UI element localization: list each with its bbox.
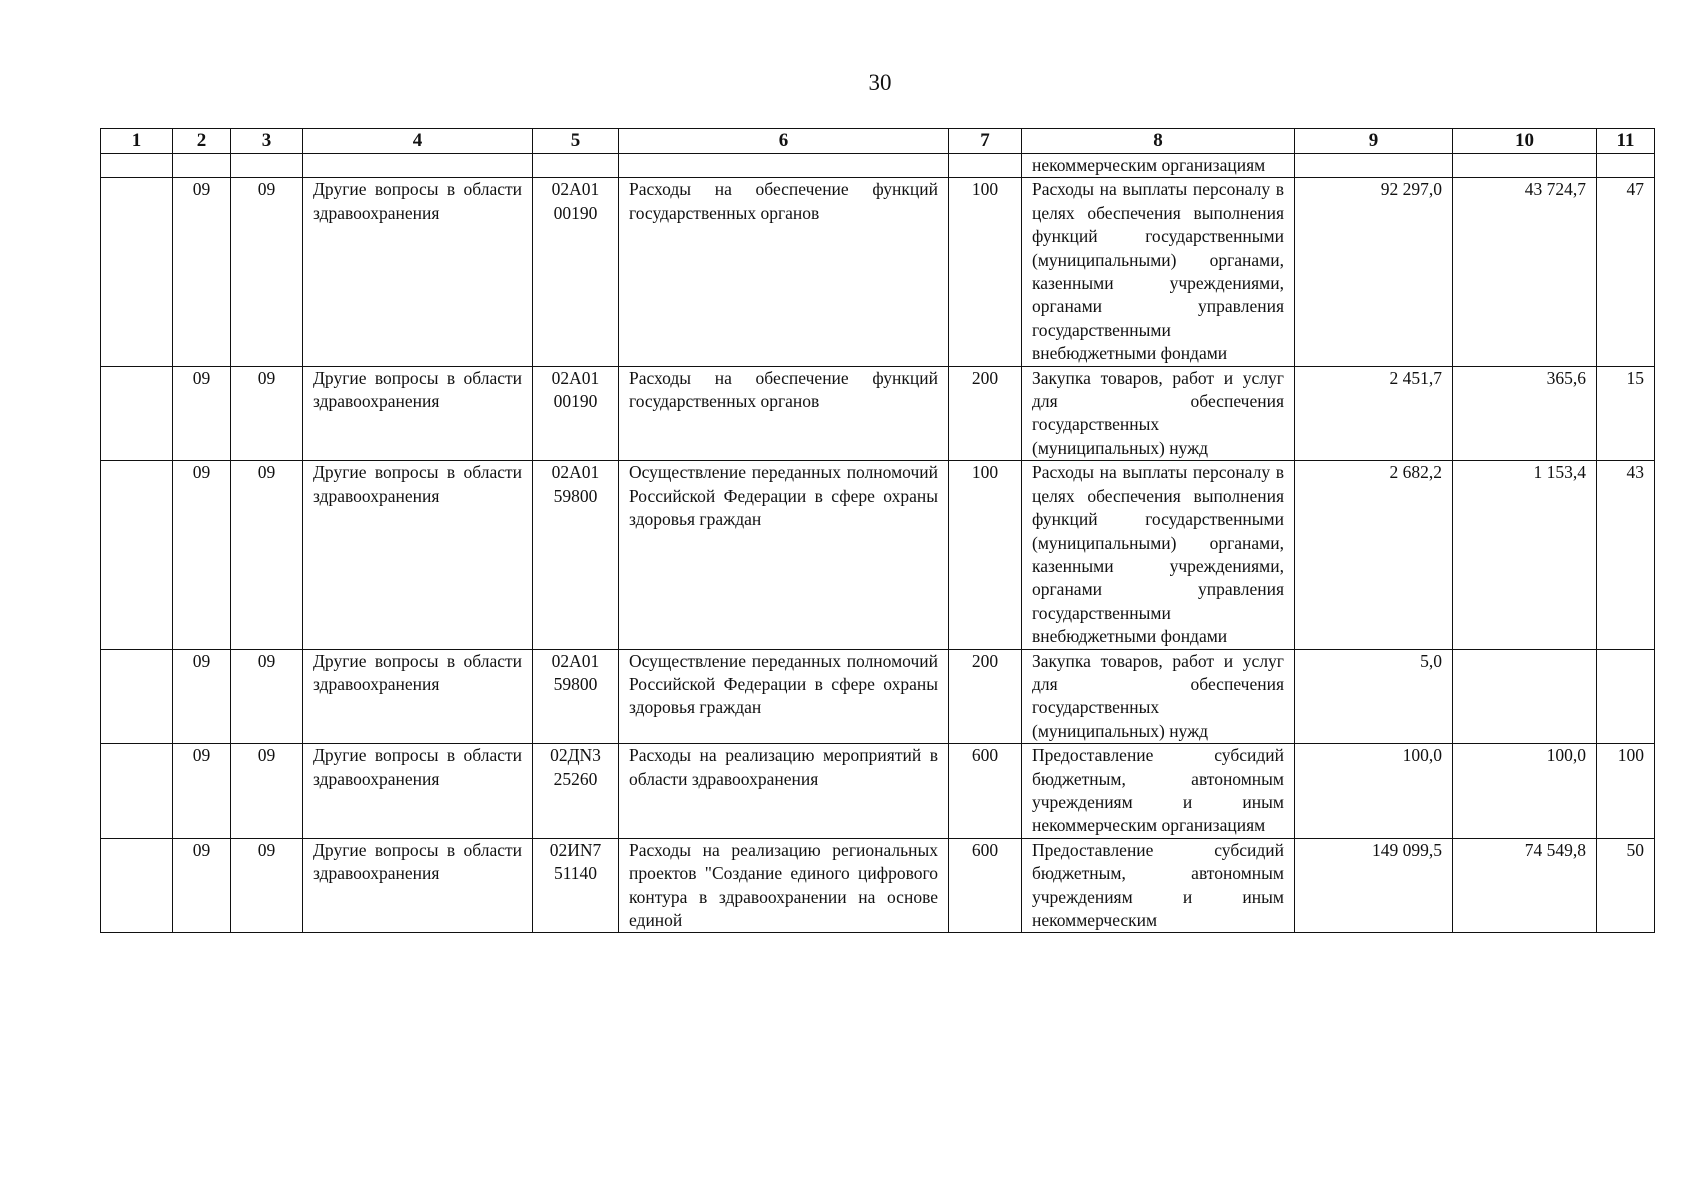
expense-type-code-cell: 100 <box>949 178 1022 366</box>
row-number-cell <box>101 366 173 461</box>
target-article-code-part: 25260 <box>553 768 598 789</box>
expense-type-cell: Расходы на выплаты персоналу в целях обеспечения выполнения функций государственными (муниципальными) органами, казенными учреждениями, органами управления государственными внебюджетными фондами <box>1022 461 1295 649</box>
table-row <box>101 178 1655 366</box>
target-article-code-part: 00190 <box>553 391 598 412</box>
target-article-cell <box>533 366 619 461</box>
target-article-code-part: 02ДN3 <box>550 745 601 766</box>
subsection-code-cell: 09 <box>231 178 303 366</box>
target-article-code-part: 02А01 <box>551 650 600 671</box>
target-article-code-part: 02А01 <box>551 367 600 388</box>
table-row <box>101 744 1655 839</box>
column-header: 1 <box>101 129 173 154</box>
expense-type-code-cell: 600 <box>949 744 1022 839</box>
executed-amount-cell: 365,6 <box>1453 366 1597 461</box>
column-header: 10 <box>1453 129 1597 154</box>
target-article-cell <box>533 461 619 649</box>
row-number-cell <box>101 838 173 933</box>
expense-type-code-cell: 100 <box>949 461 1022 649</box>
subsection-name-cell: Другие вопросы в области здравоохранения <box>303 366 533 461</box>
column-header: 9 <box>1295 129 1453 154</box>
execution-percent-cell <box>1597 649 1655 744</box>
target-article-code-part: 51140 <box>553 863 598 884</box>
expense-type-code-cell: 200 <box>949 649 1022 744</box>
subsection-name-cell: Другие вопросы в области здравоохранения <box>303 461 533 649</box>
row-number-cell <box>101 178 173 366</box>
row-number-cell <box>101 461 173 649</box>
section-code-cell: 09 <box>173 461 231 649</box>
target-article-code-part: 02А01 <box>551 462 600 483</box>
target-article-name-cell: Осуществление переданных полномочий Российской Федерации в сфере охраны здоровья граждан <box>619 649 949 744</box>
approved-amount-cell: 2 451,7 <box>1295 366 1453 461</box>
row-number-cell <box>101 744 173 839</box>
target-article-code-part: 02А01 <box>551 179 600 200</box>
expense-type-code-cell: 600 <box>949 838 1022 933</box>
executed-amount-cell: 100,0 <box>1453 744 1597 839</box>
approved-amount-cell: 92 297,0 <box>1295 178 1453 366</box>
budget-table <box>100 128 1655 933</box>
expense-type-code-cell: 200 <box>949 366 1022 461</box>
continuation-row <box>101 154 1655 178</box>
target-article-name-cell: Расходы на обеспечение функций государственных органов <box>619 178 949 366</box>
subsection-code-cell: 09 <box>231 744 303 839</box>
table-row <box>101 461 1655 649</box>
execution-percent-cell: 43 <box>1597 461 1655 649</box>
column-header: 2 <box>173 129 231 154</box>
execution-percent-cell: 100 <box>1597 744 1655 839</box>
target-article-code-part: 59800 <box>553 673 598 694</box>
target-article-code-part: 59800 <box>553 485 598 506</box>
executed-amount-cell: 43 724,7 <box>1453 178 1597 366</box>
column-header: 11 <box>1597 129 1655 154</box>
target-article-code-part: 02ИN7 <box>549 839 602 860</box>
subsection-name-cell: Другие вопросы в области здравоохранения <box>303 838 533 933</box>
expense-type-cell: Закупка товаров, работ и услуг для обеспечения государственных (муниципальных) нужд <box>1022 649 1295 744</box>
expense-type-cell: некоммерческим организациям <box>1022 154 1295 178</box>
approved-amount-cell: 2 682,2 <box>1295 461 1453 649</box>
execution-percent-cell: 47 <box>1597 178 1655 366</box>
subsection-code-cell: 09 <box>231 366 303 461</box>
target-article-name-cell: Расходы на реализацию региональных проектов "Создание единого цифрового контура в здравоохранении на основе единой <box>619 838 949 933</box>
target-article-cell <box>533 744 619 839</box>
expense-type-cell: Закупка товаров, работ и услуг для обеспечения государственных (муниципальных) нужд <box>1022 366 1295 461</box>
subsection-code-cell: 09 <box>231 649 303 744</box>
column-header: 5 <box>533 129 619 154</box>
column-header: 8 <box>1022 129 1295 154</box>
target-article-cell <box>533 838 619 933</box>
executed-amount-cell <box>1453 649 1597 744</box>
section-code-cell: 09 <box>173 744 231 839</box>
column-header: 3 <box>231 129 303 154</box>
expense-type-cell: Расходы на выплаты персоналу в целях обеспечения выполнения функций государственными (муниципальными) органами, казенными учреждениями, органами управления государственными внебюджетными фондами <box>1022 178 1295 366</box>
approved-amount-cell: 149 099,5 <box>1295 838 1453 933</box>
page-number: 30 <box>868 70 892 95</box>
table-row <box>101 838 1655 933</box>
execution-percent-cell: 50 <box>1597 838 1655 933</box>
column-header: 6 <box>619 129 949 154</box>
subsection-name-cell: Другие вопросы в области здравоохранения <box>303 744 533 839</box>
target-article-cell <box>533 178 619 366</box>
section-code-cell: 09 <box>173 178 231 366</box>
subsection-name-cell: Другие вопросы в области здравоохранения <box>303 649 533 744</box>
column-header: 4 <box>303 129 533 154</box>
execution-percent-cell: 15 <box>1597 366 1655 461</box>
section-code-cell: 09 <box>173 366 231 461</box>
expense-type-cell: Предоставление субсидий бюджетным, автономным учреждениям и иным некоммерческим <box>1022 838 1295 933</box>
executed-amount-cell: 1 153,4 <box>1453 461 1597 649</box>
table-row <box>101 366 1655 461</box>
table-row <box>101 649 1655 744</box>
subsection-code-cell: 09 <box>231 838 303 933</box>
approved-amount-cell: 100,0 <box>1295 744 1453 839</box>
target-article-code-part: 00190 <box>553 202 598 223</box>
subsection-code-cell: 09 <box>231 461 303 649</box>
column-header: 7 <box>949 129 1022 154</box>
section-code-cell: 09 <box>173 649 231 744</box>
expense-type-cell: Предоставление субсидий бюджетным, автономным учреждениям и иным некоммерческим организациям <box>1022 744 1295 839</box>
approved-amount-cell: 5,0 <box>1295 649 1453 744</box>
target-article-name-cell: Расходы на обеспечение функций государственных органов <box>619 366 949 461</box>
target-article-name-cell: Осуществление переданных полномочий Российской Федерации в сфере охраны здоровья граждан <box>619 461 949 649</box>
section-code-cell: 09 <box>173 838 231 933</box>
row-number-cell <box>101 649 173 744</box>
target-article-name-cell: Расходы на реализацию мероприятий в области здравоохранения <box>619 744 949 839</box>
target-article-cell <box>533 649 619 744</box>
executed-amount-cell: 74 549,8 <box>1453 838 1597 933</box>
subsection-name-cell: Другие вопросы в области здравоохранения <box>303 178 533 366</box>
column-number-header-row <box>101 129 1655 154</box>
